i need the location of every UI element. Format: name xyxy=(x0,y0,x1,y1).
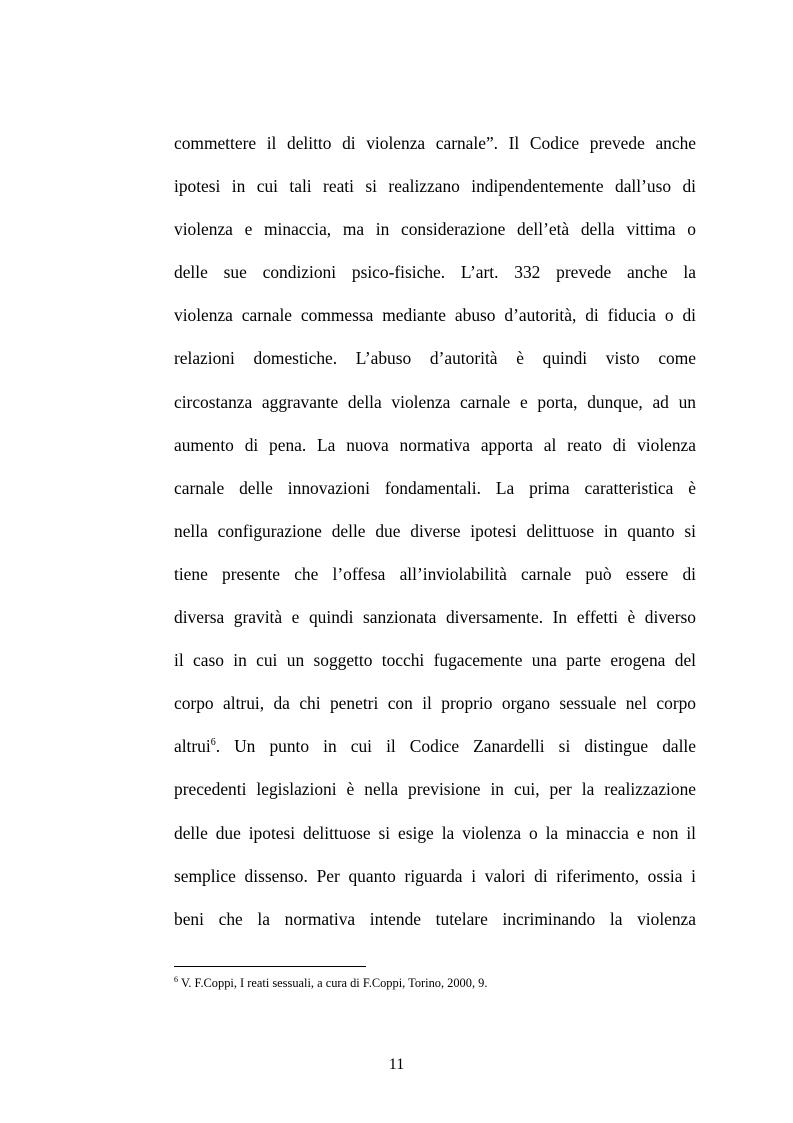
text-line: circostanza aggravante della violenza carnale e porta, dunque, ad un xyxy=(174,391,696,412)
text-line: delle sue condizioni psico-fisiche. L’art. 332 prevede anche la xyxy=(174,262,696,283)
text-line-with-footnote-ref xyxy=(174,731,696,774)
text-segment: altrui xyxy=(174,736,211,757)
text-line: violenza e minaccia, ma in considerazione dell’età della vittima o xyxy=(174,219,696,240)
footnote-text: V. F.Coppi, I reati sessuali, a cura di F.Coppi, Torino, 2000, 9. xyxy=(181,976,488,990)
text-line: il caso in cui un soggetto tocchi fugacemente una parte erogena del xyxy=(174,650,696,671)
text-line: nella configurazione delle due diverse ipotesi delittuose in quanto si xyxy=(174,520,696,541)
page-number: 11 xyxy=(388,1056,405,1073)
text-line: delle due ipotesi delittuose si esige la violenza o la minaccia e non il xyxy=(174,822,696,843)
text-line: carnale delle innovazioni fondamentali. La prima caratteristica è xyxy=(174,477,696,498)
text-line: aumento di pena. La nuova normativa apporta al reato di violenza xyxy=(174,434,696,455)
text-line: violenza carnale commessa mediante abuso d’autorità, di fiducia o di xyxy=(174,305,696,326)
footnote-separator xyxy=(174,966,366,967)
text-line: relazioni domestiche. L’abuso d’autorità è quindi visto come xyxy=(174,348,696,369)
footnote-number: 6 xyxy=(174,975,178,984)
body-paragraph xyxy=(174,128,696,947)
text-line: tiene presente che l’offesa all’inviolabilità carnale può essere di xyxy=(174,563,696,584)
text-segment: . Un punto in cui il Codice Zanardelli si distingue dalle xyxy=(215,736,696,757)
footnote xyxy=(174,975,696,991)
text-line: beni che la normativa intende tutelare incriminando la violenza xyxy=(174,908,696,929)
text-line: precedenti legislazioni è nella previsione in cui, per la realizzazione xyxy=(174,779,696,800)
text-line: commettere il delitto di violenza carnale”. Il Codice prevede anche xyxy=(174,133,696,153)
text-line: ipotesi in cui tali reati si realizzano indipendentemente dall’uso di xyxy=(174,176,696,197)
footnote-reference[interactable]: 6 xyxy=(210,737,216,749)
text-line: diversa gravità e quindi sanzionata diversamente. In effetti è diverso xyxy=(174,607,696,628)
text-line: semplice dissenso. Per quanto riguarda i valori di riferimento, ossia i xyxy=(174,865,696,886)
text-line: corpo altrui, da chi penetri con il proprio organo sessuale nel corpo xyxy=(174,693,696,714)
